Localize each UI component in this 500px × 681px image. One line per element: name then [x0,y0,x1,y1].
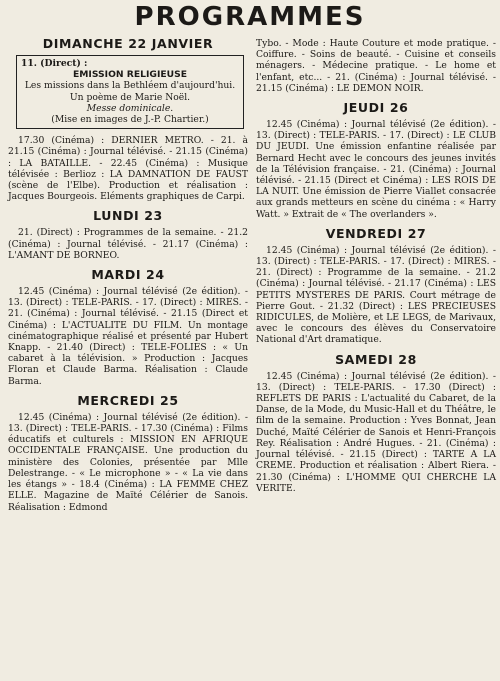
right-column [256,38,496,494]
day-heading-saturday: SAMEDI 28 [335,351,417,367]
box-heading: EMISSION RELIGIEUSE [73,69,187,81]
day-heading-sunday: DIMANCHE 22 JANVIER [42,36,214,51]
program-listing-saturday: 12.45 (Cinéma) : Journal télévisé (2e édition). - 13. (Direct) : TELE-PARIS. - 17.30 (Direct) : REFLETS DE PARIS : L'actualité du Cabaret, de la Danse, de la Mode, du Music-Hall et du Théâtre, le film de la semaine. Production : Yves Bonnat, Jean Duché, Maïté Célérier de Sanois et Henri-François Rey. Réalisation : André Hugues. - 21. (Cinéma) : Journal télévisé. - 21.15 (Direct) : TARTE A LA CREME. Production et réalisation : Albert Riera. - 21.30 (Cinéma) : L'HOMME QUI CHERCHE LA VERITE. [256,370,496,494]
left-column [8,36,248,513]
box-lead: 11. (Direct) : [21,58,88,69]
box-line: (Mise en images de J.-P. Chartier.) [51,114,209,126]
box-subtitle: Messe dominicale. [86,102,174,114]
day-heading-wednesday: MERCREDI 25 [77,392,179,408]
program-listing-thursday: 12.45 (Cinéma) : Journal télévisé (2e édition). - 13. (Direct) : TELE-PARIS. - 17. (Direct) : LE CLUB DU JEUDI. Une émission enfantine réalisée par Bernard Hecht avec le concours des jeunes invités de la Télévision française. - 21. (Cinéma) : Journal télévisé. - 21.15 (Direct et Cinéma) : LES ROIS DE LA NUIT. Une émission de Pierre Viallet consacrée aux grands metteurs en scène du cinéma : « Harry Watt. » Extrait de « The overlanders ». [256,119,496,220]
program-listing-monday: 21. (Direct) : Programmes de la semaine. - 21.2 (Cinéma) : Journal télévisé. - 21.17 (Cinéma) : L'AMANT DE BORNEO. [8,227,248,261]
program-listing-wednesday-cont: Tybo. - Mode : Haute Couture et mode pratique. - Coiffure. - Soins de beauté. - Cuisine et conseils ménagers. - Médecine pratique. - Le home et l'enfant, etc... - 21. (Cinéma) : Journal télévisé. - 21.15 (Cinéma) : LE DEMON NOIR. [256,38,496,94]
box-line: Les missions dans la Bethléem d'aujourd'hui. [24,80,236,92]
day-heading-monday: LUNDI 23 [93,208,163,224]
program-listing-wednesday: 12.45 (Cinéma) : Journal télévisé (2e édition). - 13. (Direct) : TELE-PARIS. - 17.30 (Cinéma) : Films éducatifs et culturels : MISSION EN AFRIQUE OCCIDENTALE FRANÇAISE. Une production du ministère des Colonies, présentée par Mlle Delestrange. - « Le microphone » - « La vie dans les étangs » - 18.4 (Cinéma) : LA FEMME CHEZ ELLE. Magazine de Maïté Célérier de Sanois. Réalisation : Edmond [8,411,248,513]
day-heading-tuesday: MARDI 24 [91,267,165,283]
program-listing-tuesday: 12.45 (Cinéma) : Journal télévisé (2e édition). - 13. (Direct) : TELE-PARIS. - 17. (Direct) : MIRES. - 21. (Cinéma) : Journal télévisé. - 21.15 (Direct et Cinéma) : L'ACTUALITE DU FILM. Un montage cinématographique réalisé et présenté par Hubert Knapp. - 21.40 (Direct) : TELE-FOLIES : « Un cabaret à la télévision. » Production : Jacques Floran et Claude Barma. Réalisation : Claude Barma. [8,286,248,387]
page-title: PROGRAMMES [134,2,366,32]
program-listing-friday: 12.45 (Cinéma) : Journal télévisé (2e édition). - 13. (Direct) : TELE-PARIS. - 17. (Direct) : MIRES. - 21. (Direct) : Programme de la semaine. - 21.2 (Cinéma) : Journal télévisé. - 21.17 (Cinéma) : LES PETITS MYSTERES DE PARIS. Court métrage de Pierre Gout. - 21.32 (Direct) : LES PRECIEUSES RIDICULES, de Molière, et LE LEGS, de Marivaux, avec le concours des élèves du Conservatoire National d'Art dramatique. [256,244,496,346]
religious-broadcast-box [16,55,244,129]
day-heading-thursday: JEUDI 26 [343,100,409,116]
day-heading-friday: VENDREDI 27 [325,225,427,241]
box-line: Un poème de Marie Noël. [69,91,191,103]
program-listing-sunday: 17.30 (Cinéma) : DERNIER METRO. - 21. à 21.15 (Cinéma) : Journal télévisé. - 21.15 (Cinéma) : LA BATAILLE. - 22.45 (Cinéma) : Musique télévisée : Berlioz : LA DAMNATION DE FAUST (scène de l'Elbe). Production et réalisation : Jacques Bourgeois. Eléments graphiques de Carpi. [8,135,248,203]
